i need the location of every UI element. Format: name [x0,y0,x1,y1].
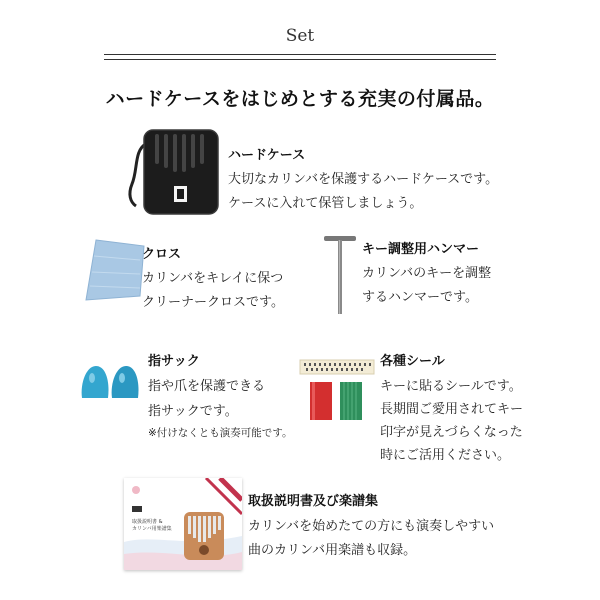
hard-case-line-2: ケースに入れて保管しましょう。 [228,196,423,211]
finger-sack-line-1: 指や爪を保護できる [148,379,266,394]
finger-sack-title: 指サック [148,354,200,369]
finger-sack-note: ※付けなくとも演奏可能です。 [148,427,293,439]
hammer-line-1: カリンバのキーを調整 [362,266,492,281]
stickers-line-3: 印字が見えづらくなった [380,425,523,440]
cloth-image [82,236,148,302]
finger-sack-image [78,360,142,402]
hard-case-title: ハードケース [228,148,306,163]
hard-case-line-1: 大切なカリンバを保護するハードケースです。 [228,172,499,187]
cloth-line-1: カリンバをキレイに保つ [142,271,284,286]
manual-cover-line-2: カリンバ用楽譜集 [132,526,172,532]
manual-cover-line-1: 取扱説明書 & [132,519,163,525]
divider-bottom [104,59,496,60]
manual-line-1: カリンバを始めたての方にも演奏しやすい [248,519,495,534]
stickers-line-2: 長期間ご愛用されてキー [380,402,524,417]
page-headline: ハードケースをはじめとする充実の付属品。 [105,88,495,110]
section-label: Set [285,26,315,46]
stickers-line-4: 時にご活用ください。 [380,448,511,463]
manual-title: 取扱説明書及び楽譜集 [248,494,379,509]
hard-case-image [124,126,224,218]
manual-line-2: 曲のカリンバ用楽譜も収録。 [248,543,417,558]
manual-image [124,478,242,570]
hammer-title: キー調整用ハンマー [362,242,480,257]
hammer-line-2: するハンマーです。 [362,290,478,305]
cloth-title: クロス [142,247,182,262]
cloth-line-2: クリーナークロスです。 [142,295,284,310]
sticker-set-image [298,358,376,422]
finger-sack-line-2: 指サックです。 [148,404,238,419]
stickers-title: 各種シール [380,354,445,369]
hammer-image [322,234,358,316]
stickers-line-1: キーに貼るシールです。 [380,379,522,394]
divider-top [104,54,496,55]
